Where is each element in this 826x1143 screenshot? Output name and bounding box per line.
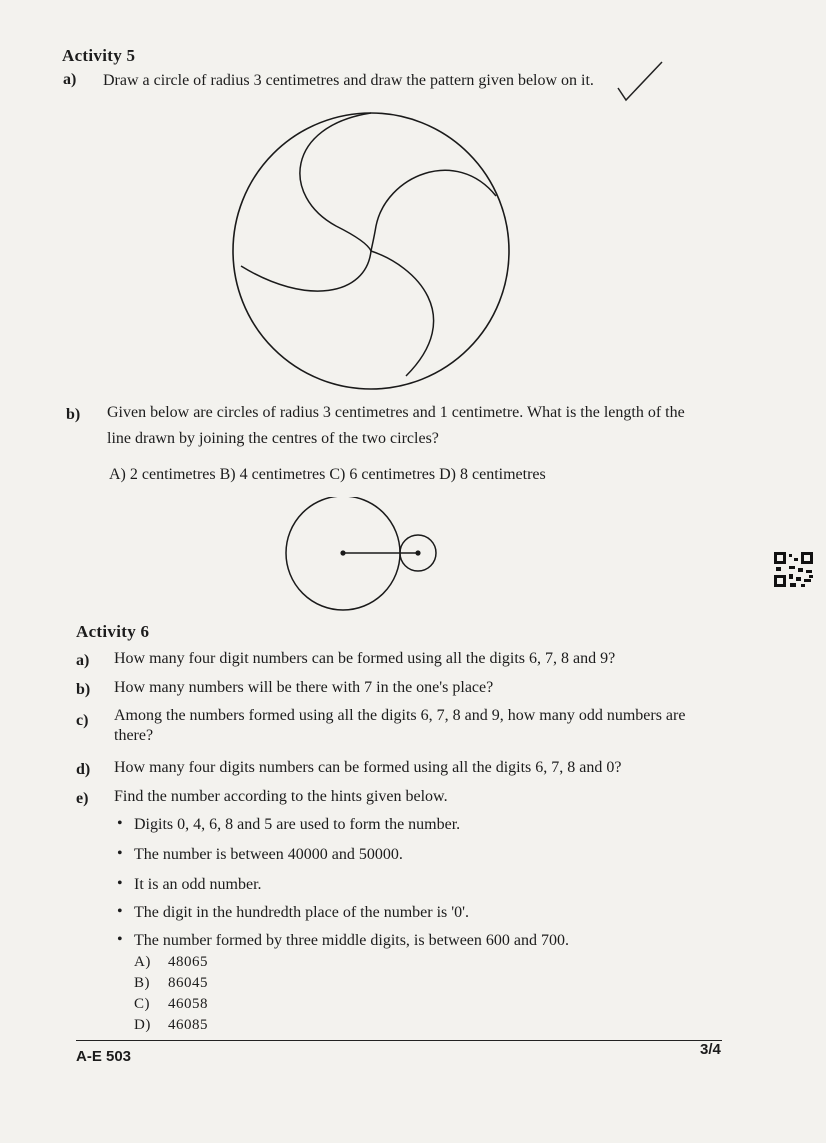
bullet-icon: • xyxy=(117,815,123,832)
option-label: A) xyxy=(134,954,151,970)
question-d-label: d) xyxy=(76,761,91,778)
question-b-label: b) xyxy=(66,406,81,423)
hint-item: The number is between 40000 and 50000. xyxy=(134,846,403,863)
option-value: 48065 xyxy=(168,954,208,970)
check-mark-icon xyxy=(612,58,672,106)
footer-divider xyxy=(76,1040,722,1041)
bullet-icon: • xyxy=(117,903,123,920)
option-label: B) xyxy=(134,975,150,991)
option-value: 46058 xyxy=(168,996,208,1012)
page-number: 3/4 xyxy=(700,1041,721,1058)
bullet-icon: • xyxy=(117,931,123,948)
question-d-text: How many four digits numbers can be formed using all the digits 6, 7, 8 and 0? xyxy=(114,759,622,776)
swirl-circle-diagram xyxy=(226,106,516,396)
activity-5-heading: Activity 5 xyxy=(62,46,136,65)
question-a-text: Draw a circle of radius 3 centimetres and draw the pattern given below on it. xyxy=(103,72,594,89)
question-e-label: e) xyxy=(76,790,89,807)
hint-item: The digit in the hundredth place of the number is '0'. xyxy=(134,904,470,921)
option-value: 86045 xyxy=(168,975,208,991)
question-b-options: A) 2 centimetres B) 4 centimetres C) 6 centimetres D) 8 centimetres xyxy=(109,466,546,483)
question-b-text-line2: line drawn by joining the centres of the two circles? xyxy=(107,430,439,447)
question-a-label: a) xyxy=(63,71,77,88)
bullet-icon: • xyxy=(117,845,123,862)
question-b-text: How many numbers will be there with 7 in the one's place? xyxy=(114,679,494,696)
question-c-text: Among the numbers formed using all the digits 6, 7, 8 and 9, how many odd numbers are there? xyxy=(114,707,686,744)
two-circles-diagram xyxy=(280,497,442,619)
hint-item: The number formed by three middle digits, is between 600 and 700. xyxy=(134,932,570,949)
paper-code: A-E 503 xyxy=(76,1048,132,1065)
bullet-icon: • xyxy=(117,875,123,892)
qr-code-icon xyxy=(774,552,814,588)
question-a-label: a) xyxy=(76,652,90,669)
hint-item: Digits 0, 4, 6, 8 and 5 are used to form the number. xyxy=(134,816,461,833)
question-b-label: b) xyxy=(76,681,91,698)
option-value: 46085 xyxy=(168,1017,208,1033)
question-c-label: c) xyxy=(76,712,89,729)
option-label: D) xyxy=(134,1017,151,1033)
question-a-text: How many four digit numbers can be formed using all the digits 6, 7, 8 and 9? xyxy=(114,650,616,667)
hint-item: It is an odd number. xyxy=(134,876,262,893)
question-b-text-line1: Given below are circles of radius 3 centimetres and 1 centimetre. What is the length of the xyxy=(107,404,685,421)
option-label: C) xyxy=(134,996,150,1012)
question-e-text: Find the number according to the hints given below. xyxy=(114,788,448,805)
activity-6-heading: Activity 6 xyxy=(76,622,150,641)
